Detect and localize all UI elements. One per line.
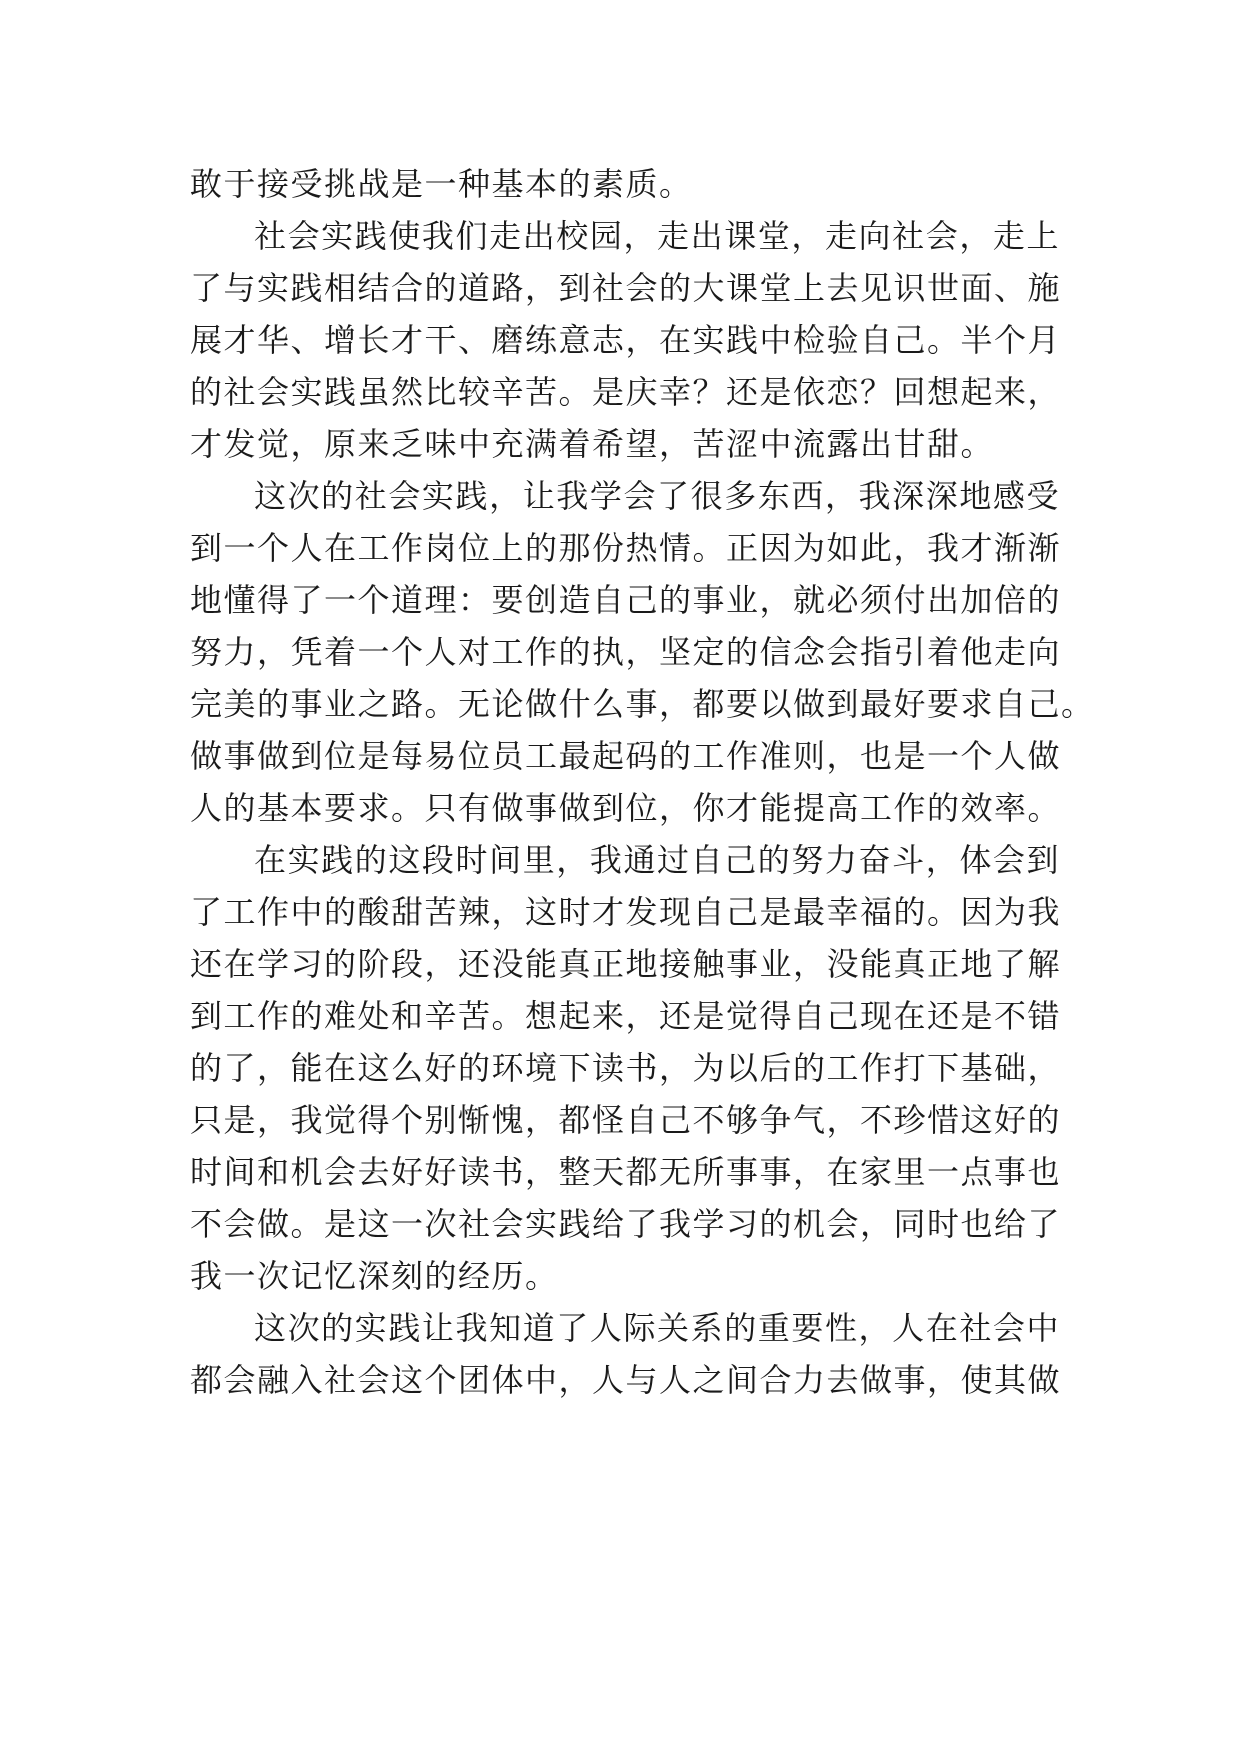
text-line: 还在学习的阶段，还没能真正地接触事业，没能真正地了解 — [190, 945, 1062, 983]
text-line: 到一个人在工作岗位上的那份热情。正因为如此，我才渐渐 — [190, 529, 1062, 567]
text-line: 展才华、增长才干、磨练意志，在实践中检验自己。半个月 — [190, 321, 1062, 359]
text-line: 不会做。是这一次社会实践给了我学习的机会，同时也给了 — [190, 1205, 1062, 1243]
text-line: 人的基本要求。只有做事做到位，你才能提高工作的效率。 — [190, 789, 1062, 827]
text-line: 的社会实践虽然比较辛苦。是庆幸？还是依恋？回想起来， — [190, 373, 1062, 411]
body-text — [190, 158, 1095, 1406]
text-line: 在实践的这段时间里，我通过自己的努力奋斗，体会到 — [254, 841, 1060, 879]
text-line: 了工作中的酸甜苦辣，这时才发现自己是最幸福的。因为我 — [190, 893, 1062, 931]
text-line: 了与实践相结合的道路，到社会的大课堂上去见识世面、施 — [190, 269, 1062, 307]
text-line: 做事做到位是每易位员工最起码的工作准则，也是一个人做 — [190, 737, 1062, 775]
text-line: 只是，我觉得个别惭愧，都怪自己不够争气，不珍惜这好的 — [190, 1101, 1062, 1139]
text-line: 敢于接受挑战是一种基本的素质。 — [190, 165, 693, 203]
text-line: 这次的社会实践，让我学会了很多东西，我深深地感受 — [254, 477, 1060, 515]
text-line: 这次的实践让我知道了人际关系的重要性，人在社会中 — [254, 1309, 1060, 1347]
text-line: 社会实践使我们走出校园，走出课堂，走向社会，走上 — [254, 217, 1060, 255]
text-line: 努力，凭着一个人对工作的执，坚定的信念会指引着他走向 — [190, 633, 1062, 671]
text-line: 地懂得了一个道理：要创造自己的事业，就必须付出加倍的 — [190, 581, 1062, 619]
text-line: 才发觉，原来乏味中充满着希望，苦涩中流露出甘甜。 — [190, 425, 995, 463]
text-line: 都会融入社会这个团体中，人与人之间合力去做事，使其做 — [190, 1361, 1062, 1399]
text-line: 我一次记忆深刻的经历。 — [190, 1257, 559, 1295]
text-line: 的了，能在这么好的环境下读书，为以后的工作打下基础， — [190, 1049, 1062, 1087]
text-line: 时间和机会去好好读书，整天都无所事事，在家里一点事也 — [190, 1153, 1062, 1191]
text-line: 完美的事业之路。无论做什么事，都要以做到最好要求自己。 — [190, 685, 1095, 723]
text-line: 到工作的难处和辛苦。想起来，还是觉得自己现在还是不错 — [190, 997, 1062, 1035]
